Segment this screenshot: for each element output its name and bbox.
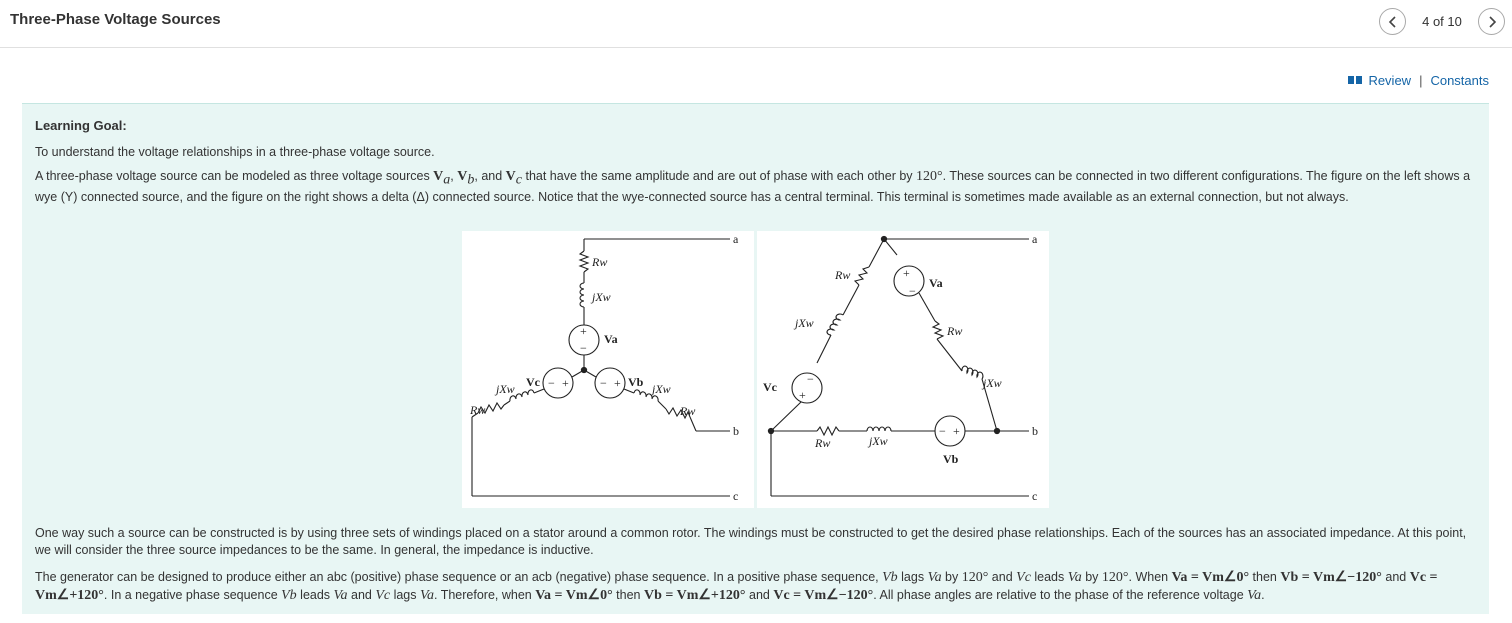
va-plus: + [580,324,587,338]
jxw-left-label: jXw [496,382,515,396]
wye-circuit-figure [462,231,754,508]
vb-label: Vb [628,375,644,389]
jxw-bottom-label: jXw [869,434,888,448]
construction-paragraph: One way such a source can be constructed is by using three sets of windings placed on a stator around a common rotor. The windings must be constructed to get the desired phase relationships. Each of the sources has an associated impedance. At this point, we will consider the three source impedances to be the same. In general, the impedance is inductive. [35,526,1467,557]
book-icon [1348,73,1362,88]
phase-sequence-paragraph: The generator can be designed to produce either an abc (positive) phase sequence or an acb (negative) phase sequence. In a positive phase sequence, Vb lags Va by 120° and Vc leads Va by 120°. When Va = Vm∠0° then Vb = Vm∠−120° and Vc = Vm∠+120°. In a negative phase sequence Vb leads Va and Vc lags Va. Therefore, when Va = Vm∠0° then Vb = Vm∠+120° and Vc = Vm∠−120°. All phase angles are relative to the phase of the reference voltage Va. [35,570,1438,603]
vc-plus: + [562,376,569,390]
delta-circuit-figure [757,231,1049,508]
review-link[interactable]: Review [1368,73,1412,88]
rw-right-label: Rw [947,324,963,338]
resource-links [1348,73,1489,88]
terminal-a-label: a [1032,232,1038,246]
vb-plus: + [953,424,960,438]
intro-paragraph: A three-phase voltage source can be modeled as three voltage sources $V_a$, $V_b$, and $V_c$ that have the same amplitude and are out of phase with each other by 120°. These sources can be connected in two different configurations. The figure on the left shows a wye (Y) connected source, and the figure on the right shows a delta (Δ) connected source. Notice that the wye-connected source has a central terminal. This terminal is sometimes made available as an external connection, but not always. [35,169,1471,204]
page-counter: 4 of 10 [1422,14,1462,29]
vb-minus: − [939,424,946,438]
terminal-a-label: a [733,232,739,246]
terminal-b-label: b [733,424,739,438]
page-title: Three-Phase Voltage Sources [10,11,221,28]
va-label: Va [604,332,618,346]
rw-left-label: Rw [470,403,486,417]
link-separator: | [1419,73,1423,88]
va-label: Va [929,276,943,290]
vc-label: Vc [526,375,540,389]
va-minus: − [580,341,587,355]
vb-label: Vb [943,452,959,466]
va-plus: + [903,266,910,280]
vc-minus: − [807,372,814,386]
rw-right-label: Rw [680,404,696,418]
previous-button[interactable] [1379,8,1406,35]
vc-minus: − [548,376,555,390]
constants-link[interactable]: Constants [1430,73,1489,88]
vc-label: Vc [763,380,777,394]
rw-bottom-label: Rw [815,436,831,450]
rw-left-label: Rw [835,268,851,282]
chevron-right-icon [1487,16,1497,28]
vb-minus: − [600,376,607,390]
va-minus: − [909,284,916,298]
terminal-b-label: b [1032,424,1038,438]
learning-goal-heading: Learning Goal: [35,118,127,133]
chevron-left-icon [1388,16,1398,28]
learning-goal-text: To understand the voltage relationships in a three-phase voltage source. [35,145,435,159]
terminal-c-label: c [733,489,739,503]
learning-goal-panel [22,103,1489,614]
next-button[interactable] [1478,8,1505,35]
jxw-left-label: jXw [795,316,814,330]
rw-top-label: Rw [592,255,608,269]
jxw-right-label: jXw [652,382,671,396]
jxw-right-label: jXw [983,376,1002,390]
vb-plus: + [614,376,621,390]
vc-plus: + [799,388,806,402]
jxw-top-label: jXw [592,290,611,304]
header-bar [0,0,1512,48]
terminal-c-label: c [1032,489,1038,503]
